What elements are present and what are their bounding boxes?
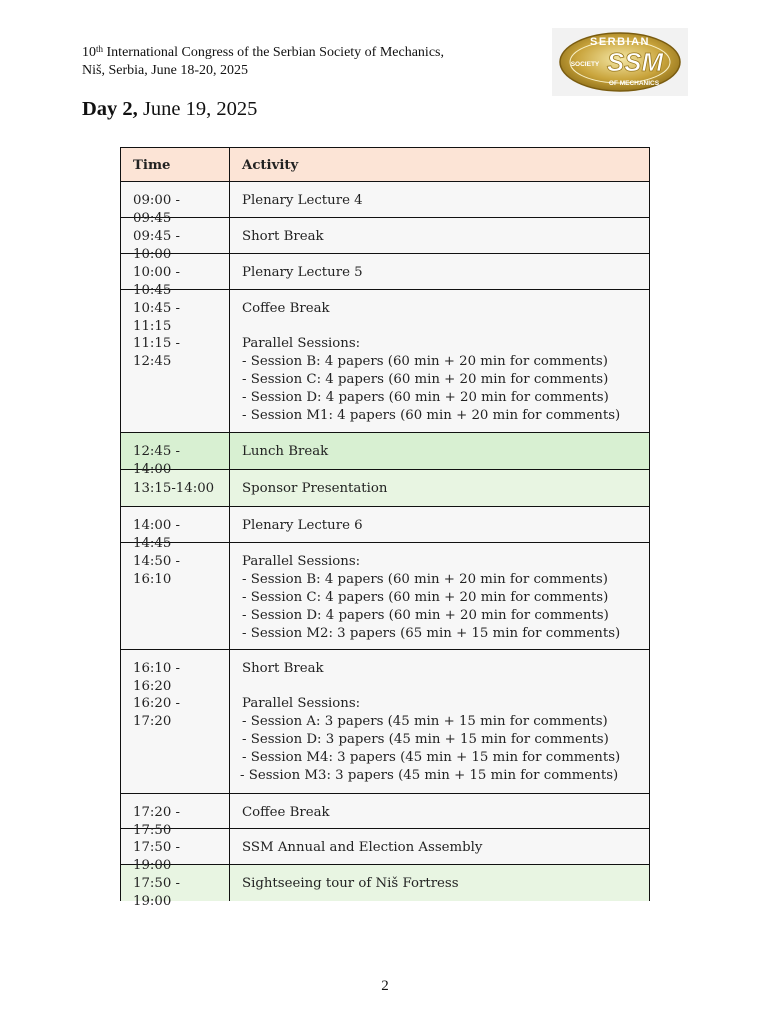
activity-cell: Short Break bbox=[230, 650, 650, 686]
table-row bbox=[121, 794, 650, 829]
activity-cell: Plenary Lecture 5 bbox=[230, 254, 650, 290]
table-row bbox=[121, 325, 650, 433]
day-label: Day 2, bbox=[82, 98, 138, 120]
table-row bbox=[121, 829, 650, 865]
table-row bbox=[121, 182, 650, 218]
time-cell: 14:50 - 16:10 bbox=[121, 543, 230, 650]
header-activity: Activity bbox=[230, 148, 650, 182]
table-header-row bbox=[121, 148, 650, 182]
activity-cell: Parallel Sessions: - Session B: 4 papers (60 min + 20 min for comments) - Session C: 4 papers (60 min + 20 min for comments) - Session D: 4 papers (60 min + 20 min for comments) - Session M2: 3 papers (65 min + 15 min for comments) bbox=[230, 543, 650, 650]
table-row bbox=[121, 865, 650, 902]
time-cell: 10:00 - 10:45 bbox=[121, 254, 230, 290]
table-row bbox=[121, 290, 650, 326]
table-row bbox=[121, 218, 650, 254]
header-line-1: 10th International Congress of the Serbian Society of Mechanics, bbox=[82, 44, 444, 60]
time-cell: 17:50 - 19:00 bbox=[121, 865, 230, 902]
time-cell: 16:10 - 16:20 bbox=[121, 650, 230, 686]
logo-bottom-text: OF MECHANICS bbox=[608, 80, 660, 87]
day-heading bbox=[82, 98, 257, 121]
ssm-logo-graphic bbox=[552, 28, 688, 96]
logo-top-text: SERBIAN bbox=[589, 36, 651, 48]
table-row bbox=[121, 685, 650, 794]
table-row bbox=[121, 470, 650, 507]
schedule-table bbox=[120, 147, 650, 909]
time-cell: 09:45 - 10:00 bbox=[121, 218, 230, 254]
time-cell: 13:15-14:00 bbox=[121, 470, 230, 507]
table-row bbox=[121, 650, 650, 686]
ssm-logo bbox=[552, 28, 688, 96]
document-header bbox=[82, 44, 444, 80]
table-row bbox=[121, 254, 650, 290]
activity-cell: Sponsor Presentation bbox=[230, 470, 650, 507]
activity-cell: Coffee Break bbox=[230, 290, 650, 326]
header-time: Time bbox=[121, 148, 230, 182]
page-number: 2 bbox=[381, 978, 389, 994]
time-cell: 14:00 - 14:45 bbox=[121, 507, 230, 543]
activity-cell: Plenary Lecture 4 bbox=[230, 182, 650, 218]
header-line-2: Niš, Serbia, June 18-20, 2025 bbox=[82, 63, 249, 78]
activity-cell: Short Break bbox=[230, 218, 650, 254]
table-row bbox=[121, 433, 650, 470]
time-cell: 10:45 - 11:15 bbox=[121, 290, 230, 326]
activity-cell: Coffee Break bbox=[230, 794, 650, 829]
activity-cell: Sightseeing tour of Niš Fortress bbox=[230, 865, 650, 902]
activity-cell: Plenary Lecture 6 bbox=[230, 507, 650, 543]
time-cell: 11:15 - 12:45 bbox=[121, 325, 230, 433]
logo-center-text: SSM bbox=[606, 47, 664, 77]
activity-cell: Parallel Sessions: - Session B: 4 papers (60 min + 20 min for comments) - Session C: 4 papers (60 min + 20 min for comments) - Session D: 4 papers (60 min + 20 min for comments) - Session M1: 4 papers (60 min + 20 min for comments) bbox=[230, 325, 650, 433]
table-row bbox=[121, 543, 650, 650]
time-cell: 12:45 - 14:00 bbox=[121, 433, 230, 470]
day-date: June 19, 2025 bbox=[142, 98, 258, 120]
logo-left-text: SOCIETY bbox=[570, 61, 600, 68]
activity-cell: Parallel Sessions: - Session A: 3 papers (45 min + 15 min for comments) - Session D: 3 papers (45 min + 15 min for comments) - Session M4: 3 papers (45 min + 15 min for comments) - Session M3: 3 papers (45 min + 15 min for comments) bbox=[230, 685, 650, 794]
table-row bbox=[121, 507, 650, 543]
activity-cell: Lunch Break bbox=[230, 433, 650, 470]
time-cell: 09:00 - 09:45 bbox=[121, 182, 230, 218]
time-cell: 17:50 - 19:00 bbox=[121, 829, 230, 865]
activity-cell: SSM Annual and Election Assembly bbox=[230, 829, 650, 865]
time-cell: 17:20 - 17:50 bbox=[121, 794, 230, 829]
time-cell: 16:20 - 17:20 bbox=[121, 685, 230, 794]
